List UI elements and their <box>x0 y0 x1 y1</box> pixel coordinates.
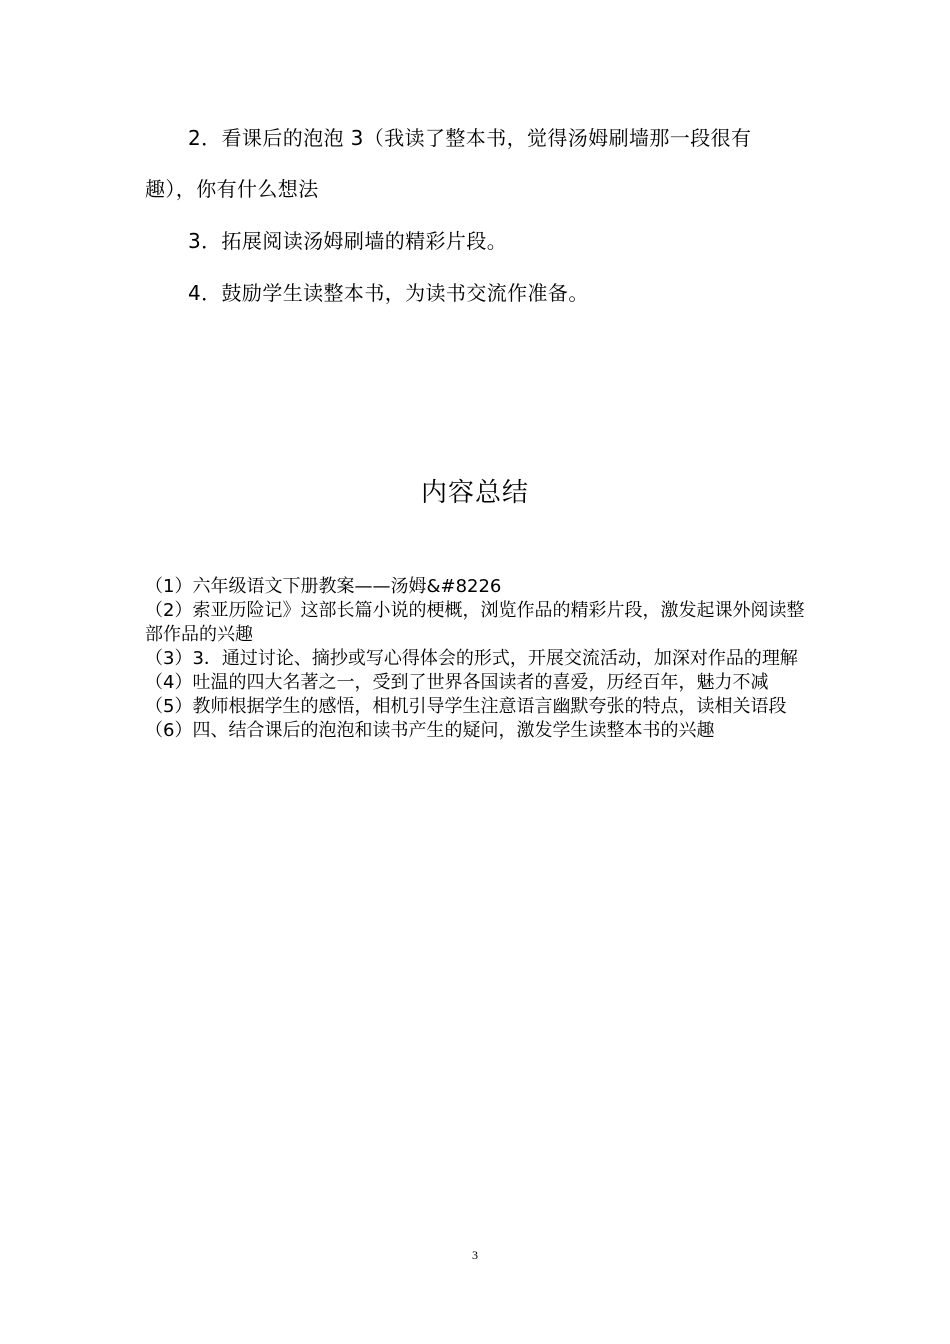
body-paragraph-3: 3．拓展阅读汤姆刷墙的精彩片段。 <box>188 229 508 253</box>
body-paragraph-2-line-2: 趣），你有什么想法 <box>145 177 319 201</box>
summary-list <box>145 575 815 743</box>
summary-item-2: （2）索亚历险记》这部长篇小说的梗概，浏览作品的精彩片段，激发起课外阅读整部作品的兴趣 <box>145 600 805 645</box>
summary-item-1: （1）六年级语文下册教案——汤姆&#8226 <box>145 576 502 597</box>
body-paragraph-4: 4．鼓励学生读整本书，为读书交流作准备。 <box>188 281 589 305</box>
summary-title: 内容总结 <box>420 478 529 508</box>
summary-item-3: （3）3．通过讨论、摘抄或写心得体会的形式，开展交流活动，加深对作品的理解 <box>145 648 798 669</box>
summary-item-6: （6）四、结合课后的泡泡和读书产生的疑问，激发学生读整本书的兴趣 <box>145 720 715 741</box>
body-paragraph-2-line-1: 2．看课后的泡泡 3（我读了整本书，觉得汤姆刷墙那一段很有 <box>188 126 752 150</box>
page-number: 3 <box>472 1248 478 1262</box>
summary-item-5: （5）教师根据学生的感悟，相机引导学生注意语言幽默夸张的特点，读相关语段 <box>145 696 787 717</box>
summary-item-4: （4）吐温的四大名著之一，受到了世界各国读者的喜爱，历经百年，魅力不减 <box>145 672 769 693</box>
